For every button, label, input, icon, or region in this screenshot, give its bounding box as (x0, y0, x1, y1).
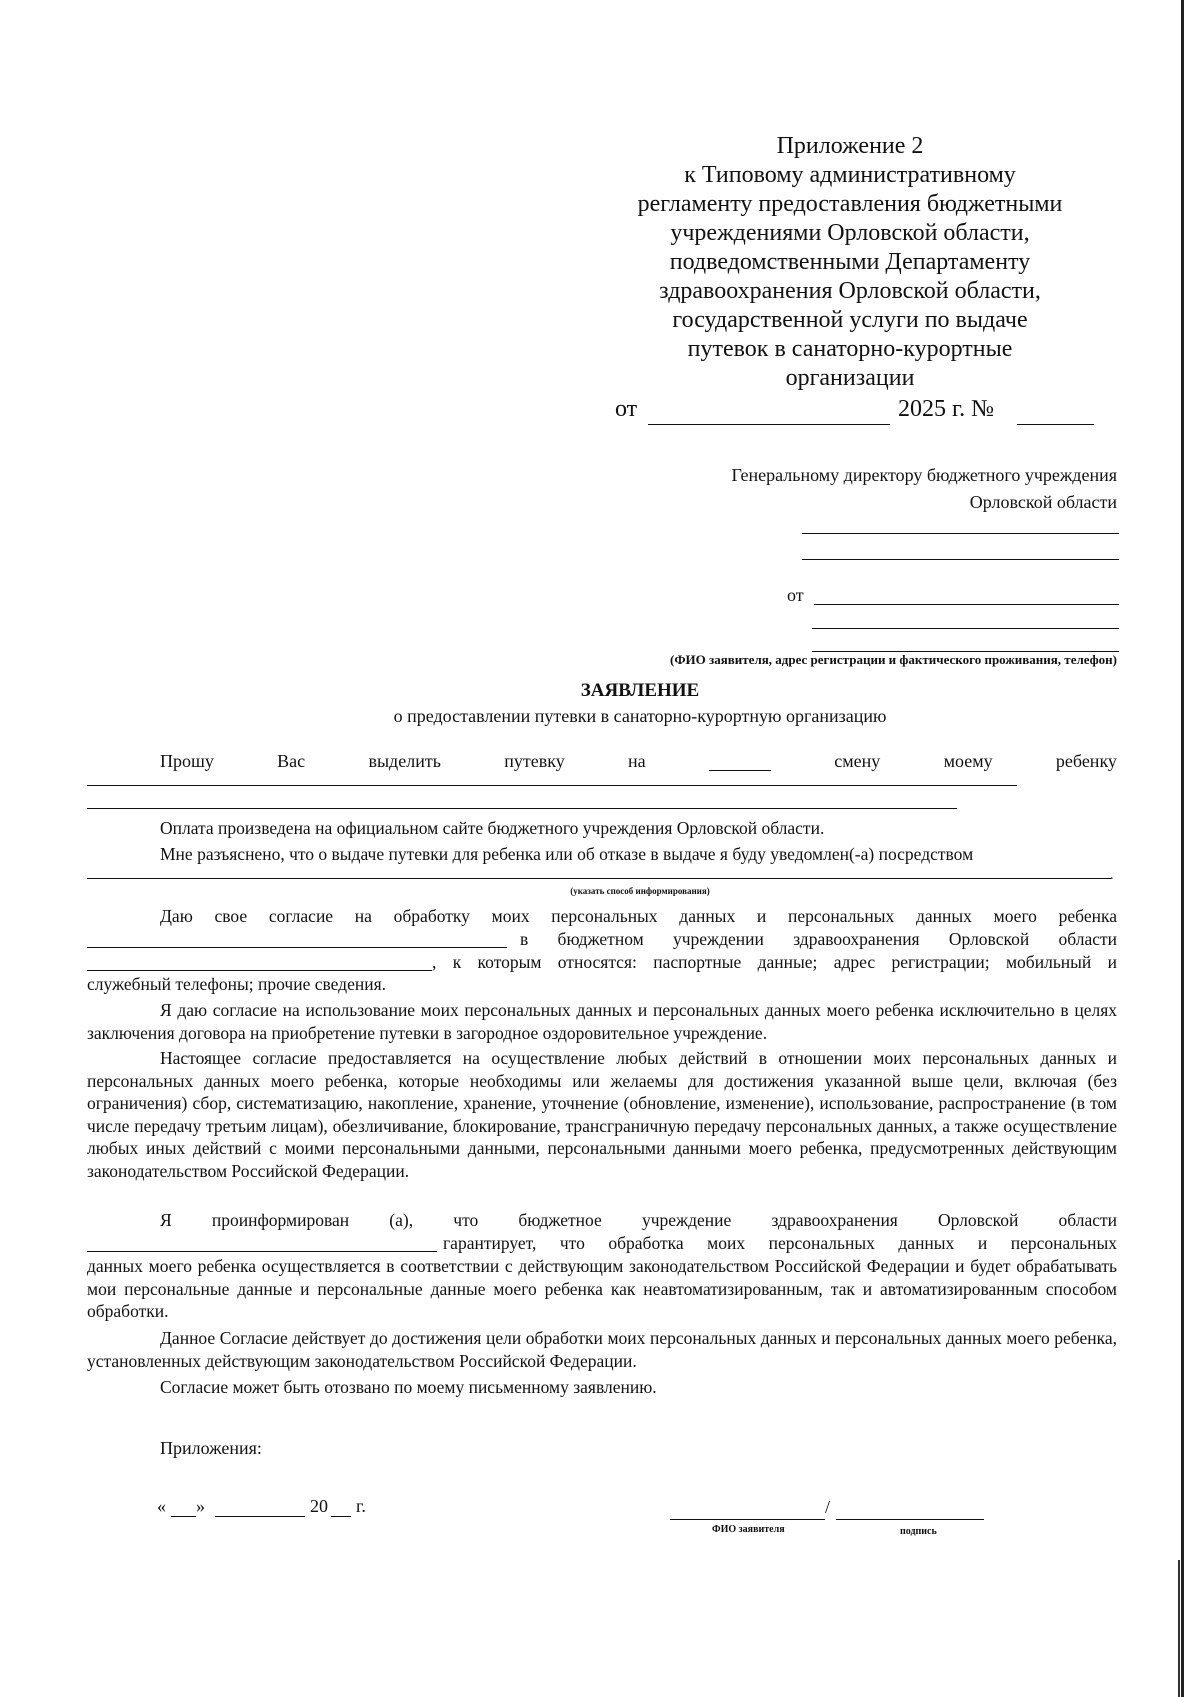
consent-p4-line-1: Я проинформирован (а), что бюджетное учреждение здравоохранения Орловской области (160, 1210, 1117, 1230)
addressee-name-line-2[interactable] (802, 559, 1119, 560)
shift-blank[interactable] (709, 751, 771, 771)
request-word-8: ребенку (1055, 751, 1117, 771)
scan-edge-bottom (1178, 1560, 1180, 1697)
date-year-suffix: г. (356, 1496, 366, 1516)
signature-sign-line[interactable] (836, 1519, 984, 1520)
request-word-3: выделить (368, 751, 441, 771)
applicant-line-2[interactable] (812, 628, 1119, 629)
consent-p1-line-1: Даю свое согласие на обработку моих персональных данных и персональных данных моего ребенка (160, 906, 1117, 926)
addressee-line-1: Генеральному директору бюджетного учреждения (731, 465, 1117, 485)
header-line-7: государственной услуги по выдаче (672, 307, 1028, 333)
child-name-line-3[interactable] (87, 947, 507, 948)
notice-method-line[interactable] (87, 878, 1111, 879)
institution-name-line-2[interactable] (87, 1251, 437, 1252)
header-date-prefix: от (615, 396, 638, 422)
fio-caption: ФИО заявителя (712, 1524, 785, 1535)
date-day-line[interactable] (171, 1516, 196, 1517)
scan-edge (1181, 0, 1184, 1697)
request-row (160, 751, 1117, 772)
institution-name-line[interactable] (87, 970, 432, 971)
header-number-line[interactable] (1017, 424, 1094, 425)
header-date-line[interactable] (648, 424, 890, 425)
header-date-year: 2025 г. № (898, 396, 995, 422)
addressee-line-2: Орловской области (969, 492, 1117, 512)
consent-p4-line-2: гарантирует, что обработка моих персональных данных и персональных (443, 1233, 1117, 1253)
signature-fio-line[interactable] (670, 1519, 825, 1520)
notice-period: . (1110, 868, 1114, 883)
header-line-3: регламенту предоставления бюджетными (637, 191, 1063, 217)
consent-p1-line-3: , к которым относятся: паспортные данные; адрес регистрации; мобильный и (432, 952, 1117, 972)
document-title: ЗАЯВЛЕНИЕ (580, 680, 700, 701)
date-month-line[interactable] (215, 1516, 305, 1517)
from-label: от (787, 585, 804, 605)
header-line-5: подведомственными Департаменту (669, 249, 1031, 275)
applicant-caption: (ФИО заявителя, адрес регистрации и фактического проживания, телефон) (670, 652, 1117, 667)
header-line-6: здравоохранения Орловской области, (659, 278, 1041, 304)
consent-p3: Настоящее согласие предоставляется на осуществление любых действий в отношении моих персональных данных и персональных данных моего ребенка, которые необходимы или желаемы для достижения указанной выше цели, включая (без ограничения) сбор, систематизацию, накопление, хранение, уточнение (обновление, изменение), использование, распространение (в том числе передачу третьим лицам), обезличивание, блокирование, трансграничную передачу персональных данных, а также осуществление любых иных действий с моими персональными данными, персональными данными моего ребенка, предусмотренных действующим законодательством Российской Федерации. (87, 1048, 1117, 1181)
date-open-quote: « (157, 1496, 166, 1516)
consent-p2: Я даю согласие на использование моих персональных данных и персональных данных моего ребенка исключительно в целях заключения договора на приобретение путевки в загородное оздоровительное учреждение. (87, 1000, 1117, 1043)
attachments-label: Приложения: (160, 1438, 262, 1458)
notice-text: Мне разъяснено, что о выдаче путевки для ребенка или об отказе в выдаче я буду уведомлен(-а) посредством (160, 844, 974, 864)
consent-p4-rest: данных моего ребенка осуществляется в соответствии с действующим законодательством Российской Федерации и будет обрабатывать мои персональные данные и персональные данные моего ребенка как неавтоматизированным, так и автоматизированным способом обработки. (87, 1256, 1117, 1321)
request-word-5: на (628, 751, 646, 771)
addressee-name-line-1[interactable] (802, 533, 1119, 534)
child-name-line-1[interactable] (87, 785, 1017, 786)
header-line-2: к Типовому административному (684, 162, 1016, 188)
request-word-4: путевку (504, 751, 565, 771)
sign-caption: подпись (900, 1526, 937, 1537)
header-line-1: Приложение 2 (776, 133, 924, 159)
date-year-line[interactable] (331, 1516, 351, 1517)
notice-caption: (указать способ информирования) (570, 886, 710, 896)
header-line-9: организации (785, 365, 915, 391)
header-line-8: путевок в санаторно-курортные (687, 336, 1013, 362)
applicant-line-1[interactable] (814, 604, 1119, 605)
child-name-line-2[interactable] (87, 808, 957, 809)
consent-p1-line-4: служебный телефоны; прочие сведения. (87, 974, 387, 994)
consent-p1-line-2: в бюджетном учреждении здравоохранения Орловской области (520, 929, 1117, 949)
request-word-6: смену (834, 751, 881, 771)
date-close-quote: » (196, 1496, 205, 1516)
document-subtitle: о предоставлении путевки в санаторно-курортную организацию (393, 706, 887, 726)
date-year-prefix: 20 (310, 1496, 328, 1516)
header-line-4: учреждениями Орловской области, (670, 220, 1030, 246)
payment-text: Оплата произведена на официальном сайте бюджетного учреждения Орловской области. (160, 818, 825, 838)
request-word-1: Прошу (160, 751, 214, 771)
request-word-2: Вас (277, 751, 306, 771)
request-word-7: моему (943, 751, 993, 771)
signature-slash: / (825, 1497, 831, 1517)
consent-p6: Согласие может быть отозвано по моему письменному заявлению. (160, 1377, 657, 1397)
consent-p5: Данное Согласие действует до достижения цели обработки моих персональных данных и персональных данных моего ребенка, установленных действующим законодательством Российской Федерации. (87, 1328, 1117, 1371)
